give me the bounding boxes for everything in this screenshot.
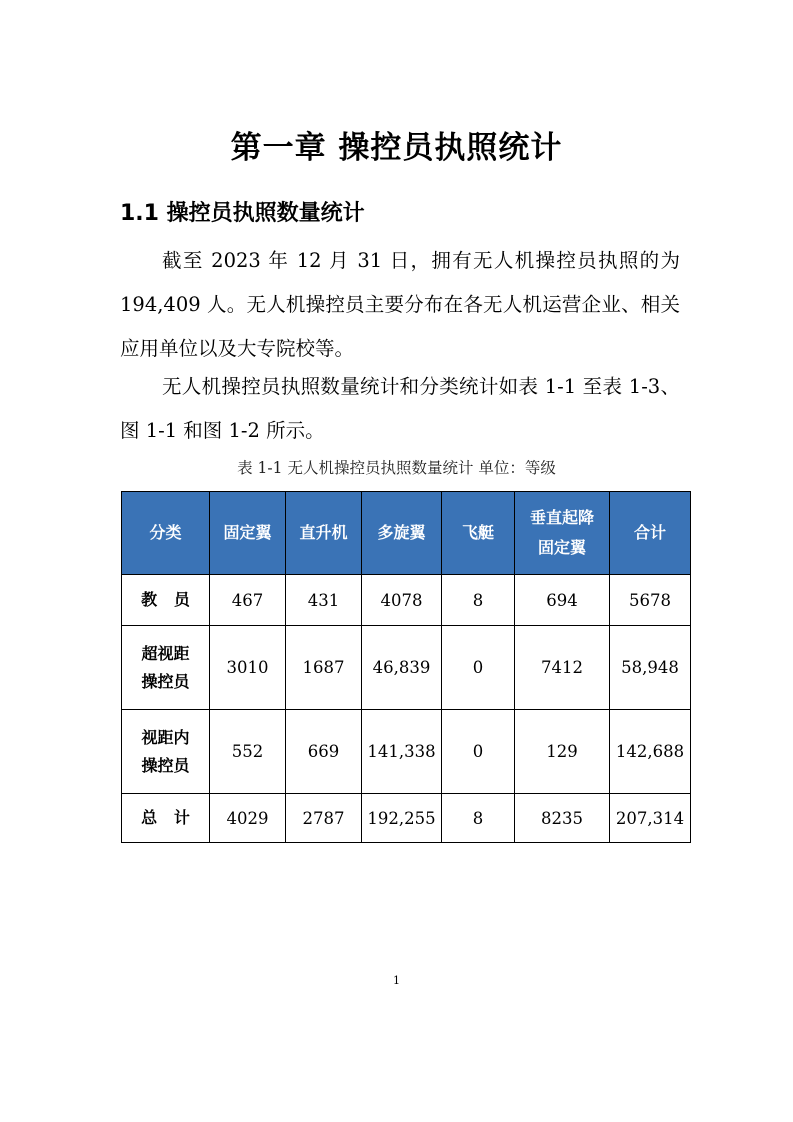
table-cell: 669 xyxy=(286,710,362,794)
table-cell: 8235 xyxy=(515,794,610,843)
section-title: 1.1 操控员执照数量统计 xyxy=(120,201,365,226)
table-row xyxy=(122,794,691,843)
table-cell: 7412 xyxy=(515,626,610,710)
table-cell: 431 xyxy=(286,575,362,626)
table-cell: 8 xyxy=(442,794,515,843)
table-row xyxy=(122,710,691,794)
table-cell: 207,314 xyxy=(610,794,691,843)
table-row xyxy=(122,626,691,710)
row-label-total: 总 计 xyxy=(122,794,210,843)
row-label-vlos-operator: 视距内 操控员 xyxy=(122,710,210,794)
table-cell: 129 xyxy=(515,710,610,794)
table-row xyxy=(122,575,691,626)
table-cell: 2787 xyxy=(286,794,362,843)
row-label-instructor: 教 员 xyxy=(122,575,210,626)
table-cell: 142,688 xyxy=(610,710,691,794)
table-cell: 552 xyxy=(210,710,286,794)
body-paragraph-2: 无人机操控员执照数量统计和分类统计如表 1-1 至表 1-3、图 1-1 和图 1-2 所示。 xyxy=(120,375,680,442)
table-cell: 467 xyxy=(210,575,286,626)
body-paragraph-1: 截至 2023 年 12 月 31 日，拥有无人机操控员执照的为 194,409 人。无人机操控员主要分布在各无人机运营企业、相关应用单位以及大专院校等。 xyxy=(120,249,680,360)
table-cell: 0 xyxy=(442,710,515,794)
table-cell: 1687 xyxy=(286,626,362,710)
table-cell: 0 xyxy=(442,626,515,710)
row-label-bvlos-operator: 超视距 操控员 xyxy=(122,626,210,710)
header-vtol-fixed-wing: 垂直起降 固定翼 xyxy=(515,492,610,575)
table-cell: 694 xyxy=(515,575,610,626)
header-category: 分类 xyxy=(122,492,210,575)
table-caption: 表 1-1 无人机操控员执照数量统计 单位：等级 xyxy=(237,459,556,477)
header-total: 合计 xyxy=(610,492,691,575)
page-number: 1 xyxy=(393,974,400,987)
table-cell: 4078 xyxy=(362,575,442,626)
header-multirotor: 多旋翼 xyxy=(362,492,442,575)
table-cell: 5678 xyxy=(610,575,691,626)
table-cell: 8 xyxy=(442,575,515,626)
header-airship: 飞艇 xyxy=(442,492,515,575)
table-cell: 141,338 xyxy=(362,710,442,794)
table-cell: 46,839 xyxy=(362,626,442,710)
license-count-table xyxy=(121,491,691,843)
table-header-row xyxy=(122,492,691,575)
table-cell: 192,255 xyxy=(362,794,442,843)
table-cell: 4029 xyxy=(210,794,286,843)
table-cell: 58,948 xyxy=(610,626,691,710)
chapter-title: 第一章 操控员执照统计 xyxy=(230,130,563,166)
header-fixed-wing: 固定翼 xyxy=(210,492,286,575)
header-helicopter: 直升机 xyxy=(286,492,362,575)
table-cell: 3010 xyxy=(210,626,286,710)
